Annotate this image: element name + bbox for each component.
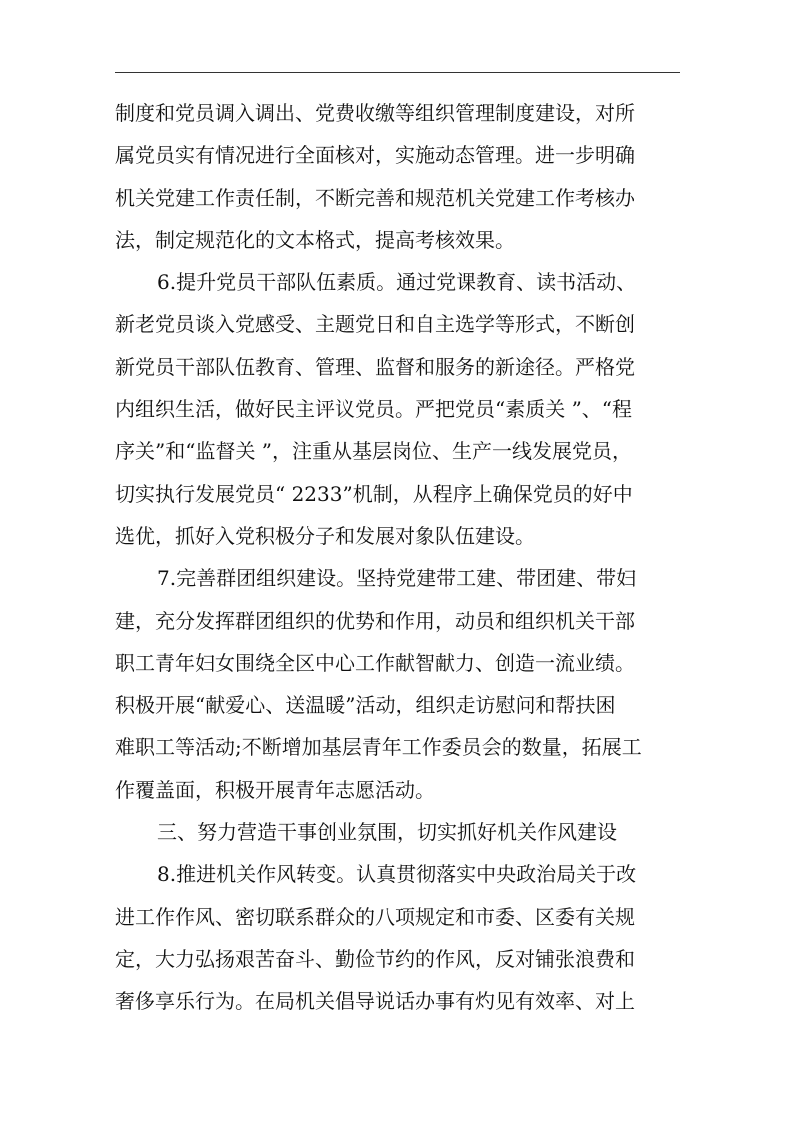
paragraph-start-line: 6.提升党员干部队伍素质。通过党课教育、读书活动、 (157, 270, 637, 295)
text-line: 选优，抓好入党积极分子和发展对象队伍建设。 (115, 523, 535, 548)
section-heading: 三、努力营造干事创业氛围，切实抓好机关作风建设 (157, 820, 617, 845)
text-line: 属党员实有情况进行全面核对，实施动态管理。进一步明确 (115, 143, 635, 168)
text-line: 建，充分发挥群团组织的优势和作用，动员和组织机关干部 (115, 608, 635, 633)
text-line: 作覆盖面，积极开展青年志愿活动。 (115, 777, 435, 802)
text-line: 序关”和“监督关 ”，注重从基层岗位、生产一线发展党员， (115, 439, 633, 464)
text-line: 新老党员谈入党感受、主题党日和自主选学等形式，不断创 (115, 312, 635, 337)
text-line: 进工作作风、密切联系群众的八项规定和市委、区委有关规 (115, 904, 635, 929)
header-rule (115, 72, 680, 73)
text-line: 制度和党员调入调出、党费收缴等组织管理制度建设，对所 (115, 101, 635, 125)
text-line: 内组织生活，做好民主评议党员。严把党员“素质关 ”、“程 (115, 397, 633, 422)
text-line: 奢侈享乐行为。在局机关倡导说话办事有灼见有效率、对上 (115, 989, 635, 1014)
text-line: 法，制定规范化的文本格式，提高考核效果。 (115, 227, 515, 252)
text-line: 积极开展“献爱心、送温暖”活动，组织走访慰问和帮扶困 (115, 693, 616, 718)
text-line: 新党员干部队伍教育、管理、监督和服务的新途径。严格党 (115, 354, 635, 379)
text-line: 切实执行发展党员“ 2233”机制，从程序上确保党员的好中 (115, 481, 633, 506)
text-line: 定，大力弘扬艰苦奋斗、勤俭节约的作风，反对铺张浪费和 (115, 946, 635, 971)
document-body (115, 92, 685, 1023)
paragraph-start-line: 8.推进机关作风转变。认真贯彻落实中央政治局关于改 (157, 862, 637, 887)
paragraph-start-line: 7.完善群团组织建设。坚持党建带工建、带团建、带妇 (157, 566, 637, 591)
text-line: 职工青年妇女围绕全区中心工作献智献力、创造一流业绩。 (115, 650, 635, 675)
text-line: 机关党建工作责任制，不断完善和规范机关党建工作考核办 (115, 185, 635, 210)
text-line: 难职工等活动;不断增加基层青年工作委员会的数量，拓展工 (115, 735, 642, 760)
